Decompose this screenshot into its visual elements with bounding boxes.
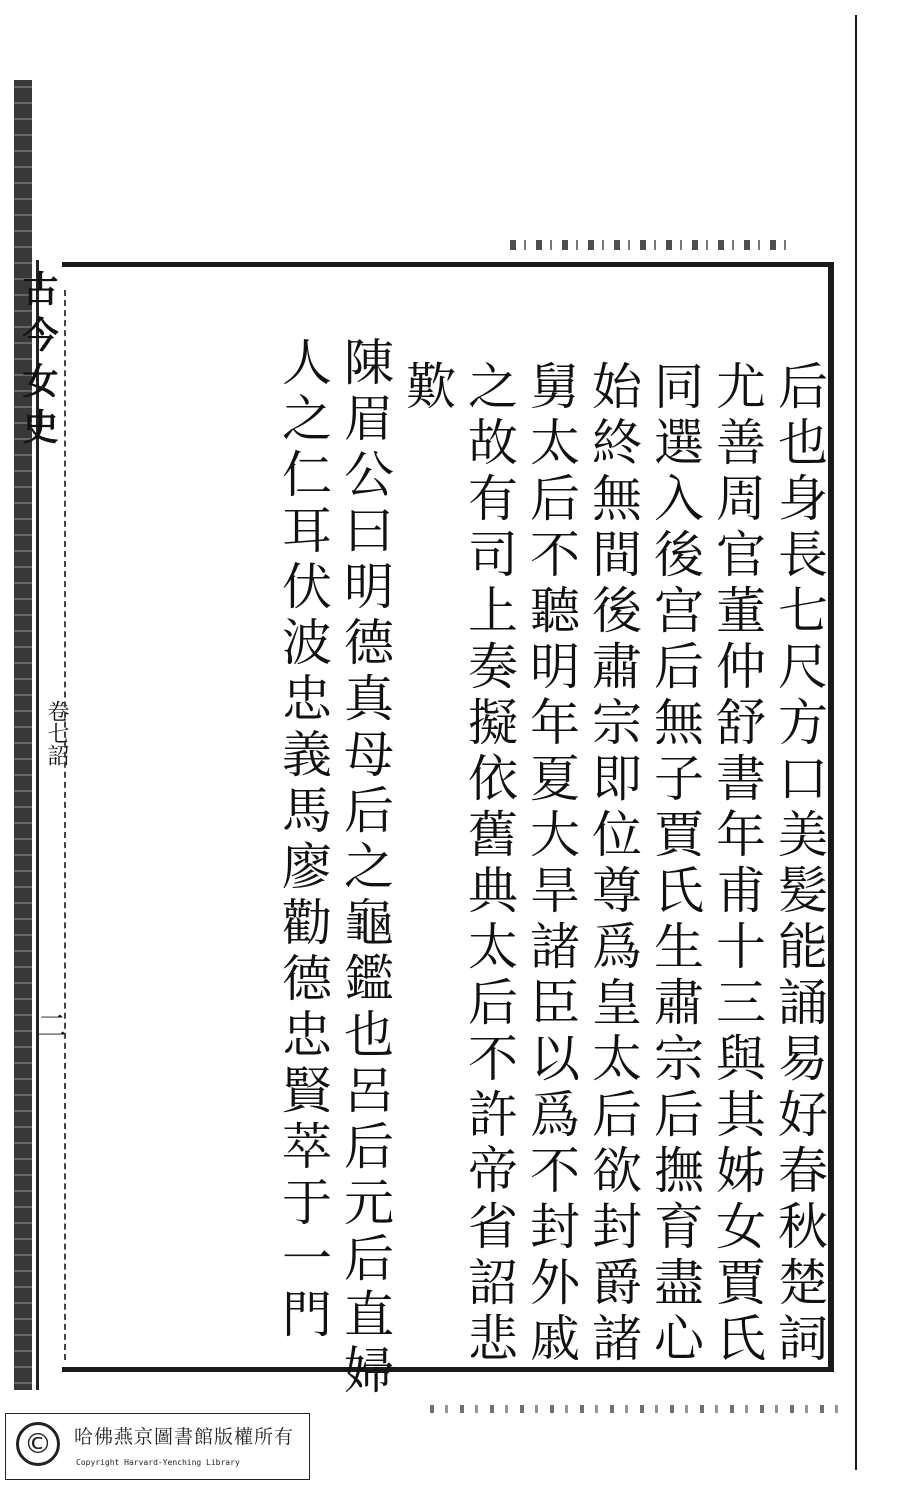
commentary-column: 陳眉公曰明德真母后之龜鑑也呂后元后直婦 [336,336,394,1400]
frame-inner-rule [64,290,66,1360]
text-column: 尤善周官董仲舒書年甫十三與其姊女賈氏 [708,360,766,1368]
text-column: 后也身長七尺方口美髪能誦易好春秋楚詞 [770,360,828,1368]
section-label: 詔 [44,744,69,766]
text-column: 舅太后不聽明年夏大旱諸臣以爲不封外戚 [522,360,580,1368]
text-column: 同選入後宫后無子賈氏生肅宗后撫育盡心 [646,360,704,1368]
top-scan-specks [510,240,790,250]
page-number: 二 [31,1010,66,1040]
volume-label-text: 卷七 [44,700,69,744]
text-column: 之故有司上奏擬依舊典太后不許帝省詔悲 [460,360,518,1368]
commentary-column: 人之仁耳伏波忠義馬廖勸德忠賢萃于一門 [274,336,332,1344]
book-title: 古今女史 [17,270,59,454]
text-column: 始終無間後肅宗即位尊爲皇太后欲封爵諸 [584,360,642,1368]
right-edge-line [855,15,857,1470]
copyright-stamp [5,1413,310,1480]
copyright-chinese: 哈佛燕京圖書館版權所有 [74,1426,295,1448]
copyright-icon: © [16,1422,60,1466]
copyright-english: Copyright Harvard-Yenching Library [76,1458,240,1467]
text-body [90,336,830,1400]
text-column: 歎 [398,360,456,416]
bottom-scan-specks [430,1405,850,1413]
